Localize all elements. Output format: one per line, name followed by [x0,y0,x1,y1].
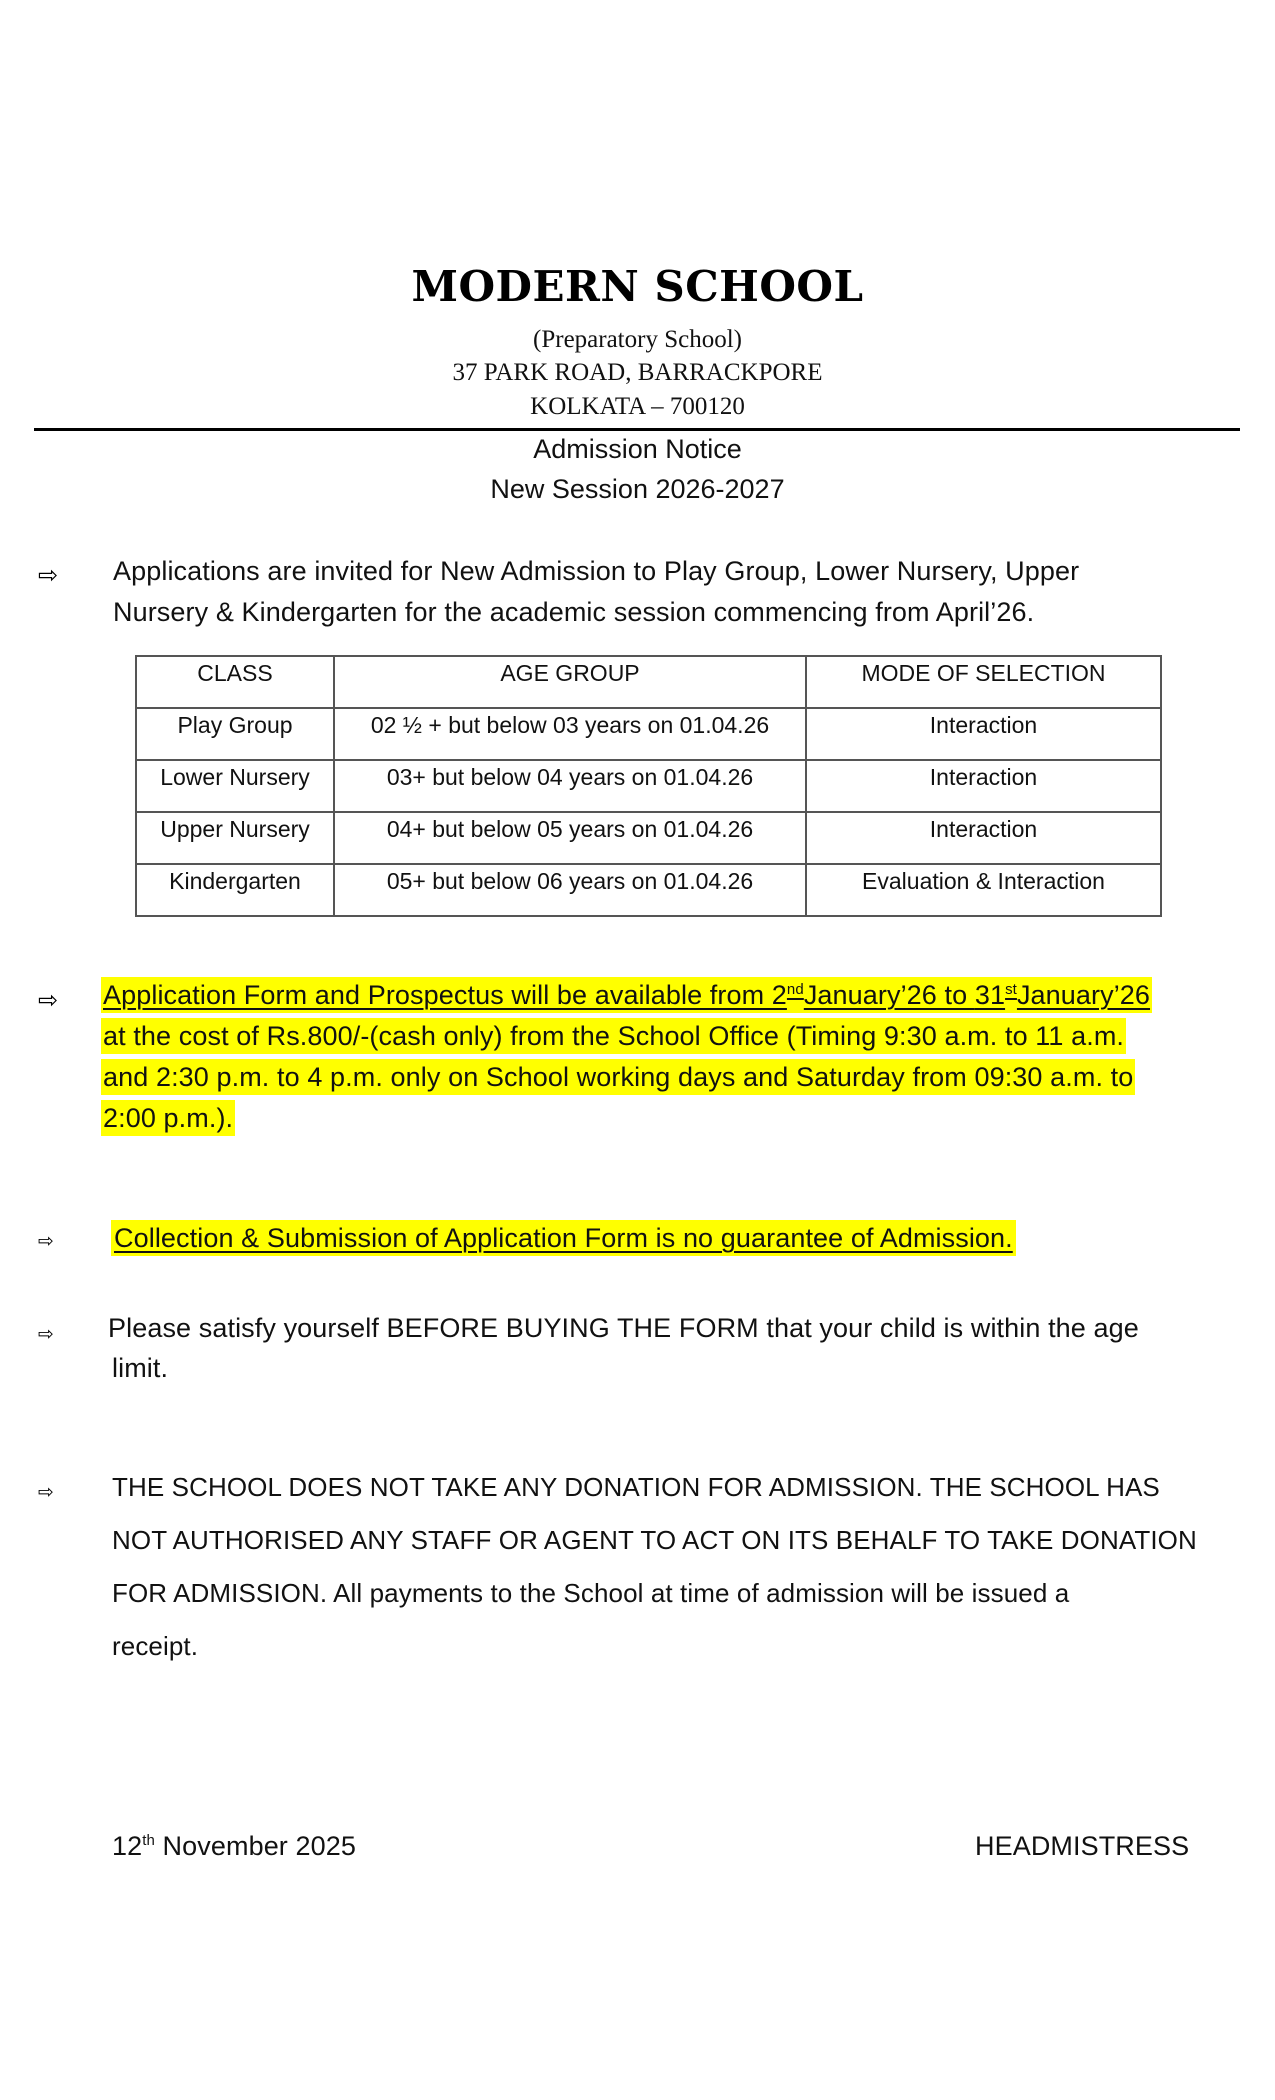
cell-age-group: 05+ but below 06 years on 01.04.26 [334,864,806,916]
donation-line-3: FOR ADMISSION. All payments to the School at time of admission will be issued a [112,1578,1070,1608]
header-divider [34,428,1240,431]
cell-class: Upper Nursery [136,812,334,864]
availability-text-b: January’26 to [803,980,975,1010]
session-title: New Session 2026-2027 [490,474,785,504]
intro-line-1: Applications are invited for New Admission to Play Group, Lower Nursery, Upper [113,556,1080,586]
availability-line-4: 2:00 p.m.). [101,1100,235,1136]
address-line-1: 37 PARK ROAD, BARRACKPORE [452,359,823,386]
school-name: MODERN SCHOOL [411,262,864,311]
cell-mode: Evaluation & Interaction [806,864,1161,916]
availability-text-a: Application Form and Prospectus will be available from 2 [103,980,787,1010]
intro-line-2: Nursery & Kindergarten for the academic session commencing from April’26. [113,597,1035,627]
age-criteria-table [135,655,1162,917]
no-guarantee-text: Collection & Submission of Application Form is no guarantee of Admission. [111,1220,1016,1256]
cell-class: Kindergarten [136,864,334,916]
right-arrow-icon: ⇨ [38,986,59,1014]
cell-mode: Interaction [806,708,1161,760]
date-superscript: th [142,1832,155,1849]
availability-line-1 [101,977,1152,1013]
school-subtitle: (Preparatory School) [533,326,742,353]
donation-line-2: NOT AUTHORISED ANY STAFF OR AGENT TO ACT ON ITS BEHALF TO TAKE DONATION [112,1525,1197,1555]
cell-class: Play Group [136,708,334,760]
cell-age-group: 03+ but below 04 years on 01.04.26 [334,760,806,812]
table-row [136,708,1161,760]
right-arrow-icon: ⇨ [38,561,59,589]
date-rest: November 2025 [154,1831,356,1861]
signatory: HEADMISTRESS [975,1831,1190,1861]
availability-text-c: 31 [974,980,1006,1010]
header-class: CLASS [136,656,334,708]
right-arrow-icon: ⇨ [38,1481,54,1503]
availability-line-2: at the cost of Rs.800/-(cash only) from the School Office (Timing 9:30 a.m. to 11 a.m. [101,1018,1126,1054]
table-header-row [136,656,1161,708]
right-arrow-icon: ⇨ [38,1323,54,1345]
header-age-group: AGE GROUP [334,656,806,708]
date-day: 12 [112,1831,143,1861]
cell-mode: Interaction [806,812,1161,864]
superscript-nd: nd [786,981,804,998]
age-check-line-2: limit. [112,1353,169,1383]
table-row [136,812,1161,864]
donation-line-4: receipt. [112,1631,199,1661]
donation-line-1: THE SCHOOL DOES NOT TAKE ANY DONATION FOR ADMISSION. THE SCHOOL HAS [112,1472,1160,1502]
right-arrow-icon: ⇨ [38,1230,54,1252]
age-check-line-1: Please satisfy yourself BEFORE BUYING THE FORM that your child is within the age [108,1313,1139,1343]
header-mode-of-selection: MODE OF SELECTION [806,656,1161,708]
availability-text-d: January’26 [1016,980,1151,1010]
table-row [136,760,1161,812]
superscript-st: st [1005,981,1017,998]
availability-line-3: and 2:30 p.m. to 4 p.m. only on School working days and Saturday from 09:30 a.m. to [101,1059,1135,1095]
cell-mode: Interaction [806,760,1161,812]
cell-age-group: 02 ½ + but below 03 years on 01.04.26 [334,708,806,760]
address-line-2: KOLKATA – 700120 [530,393,745,420]
notice-date [112,1831,356,1862]
cell-age-group: 04+ but below 05 years on 01.04.26 [334,812,806,864]
cell-class: Lower Nursery [136,760,334,812]
notice-title: Admission Notice [533,434,742,464]
table-row [136,864,1161,916]
